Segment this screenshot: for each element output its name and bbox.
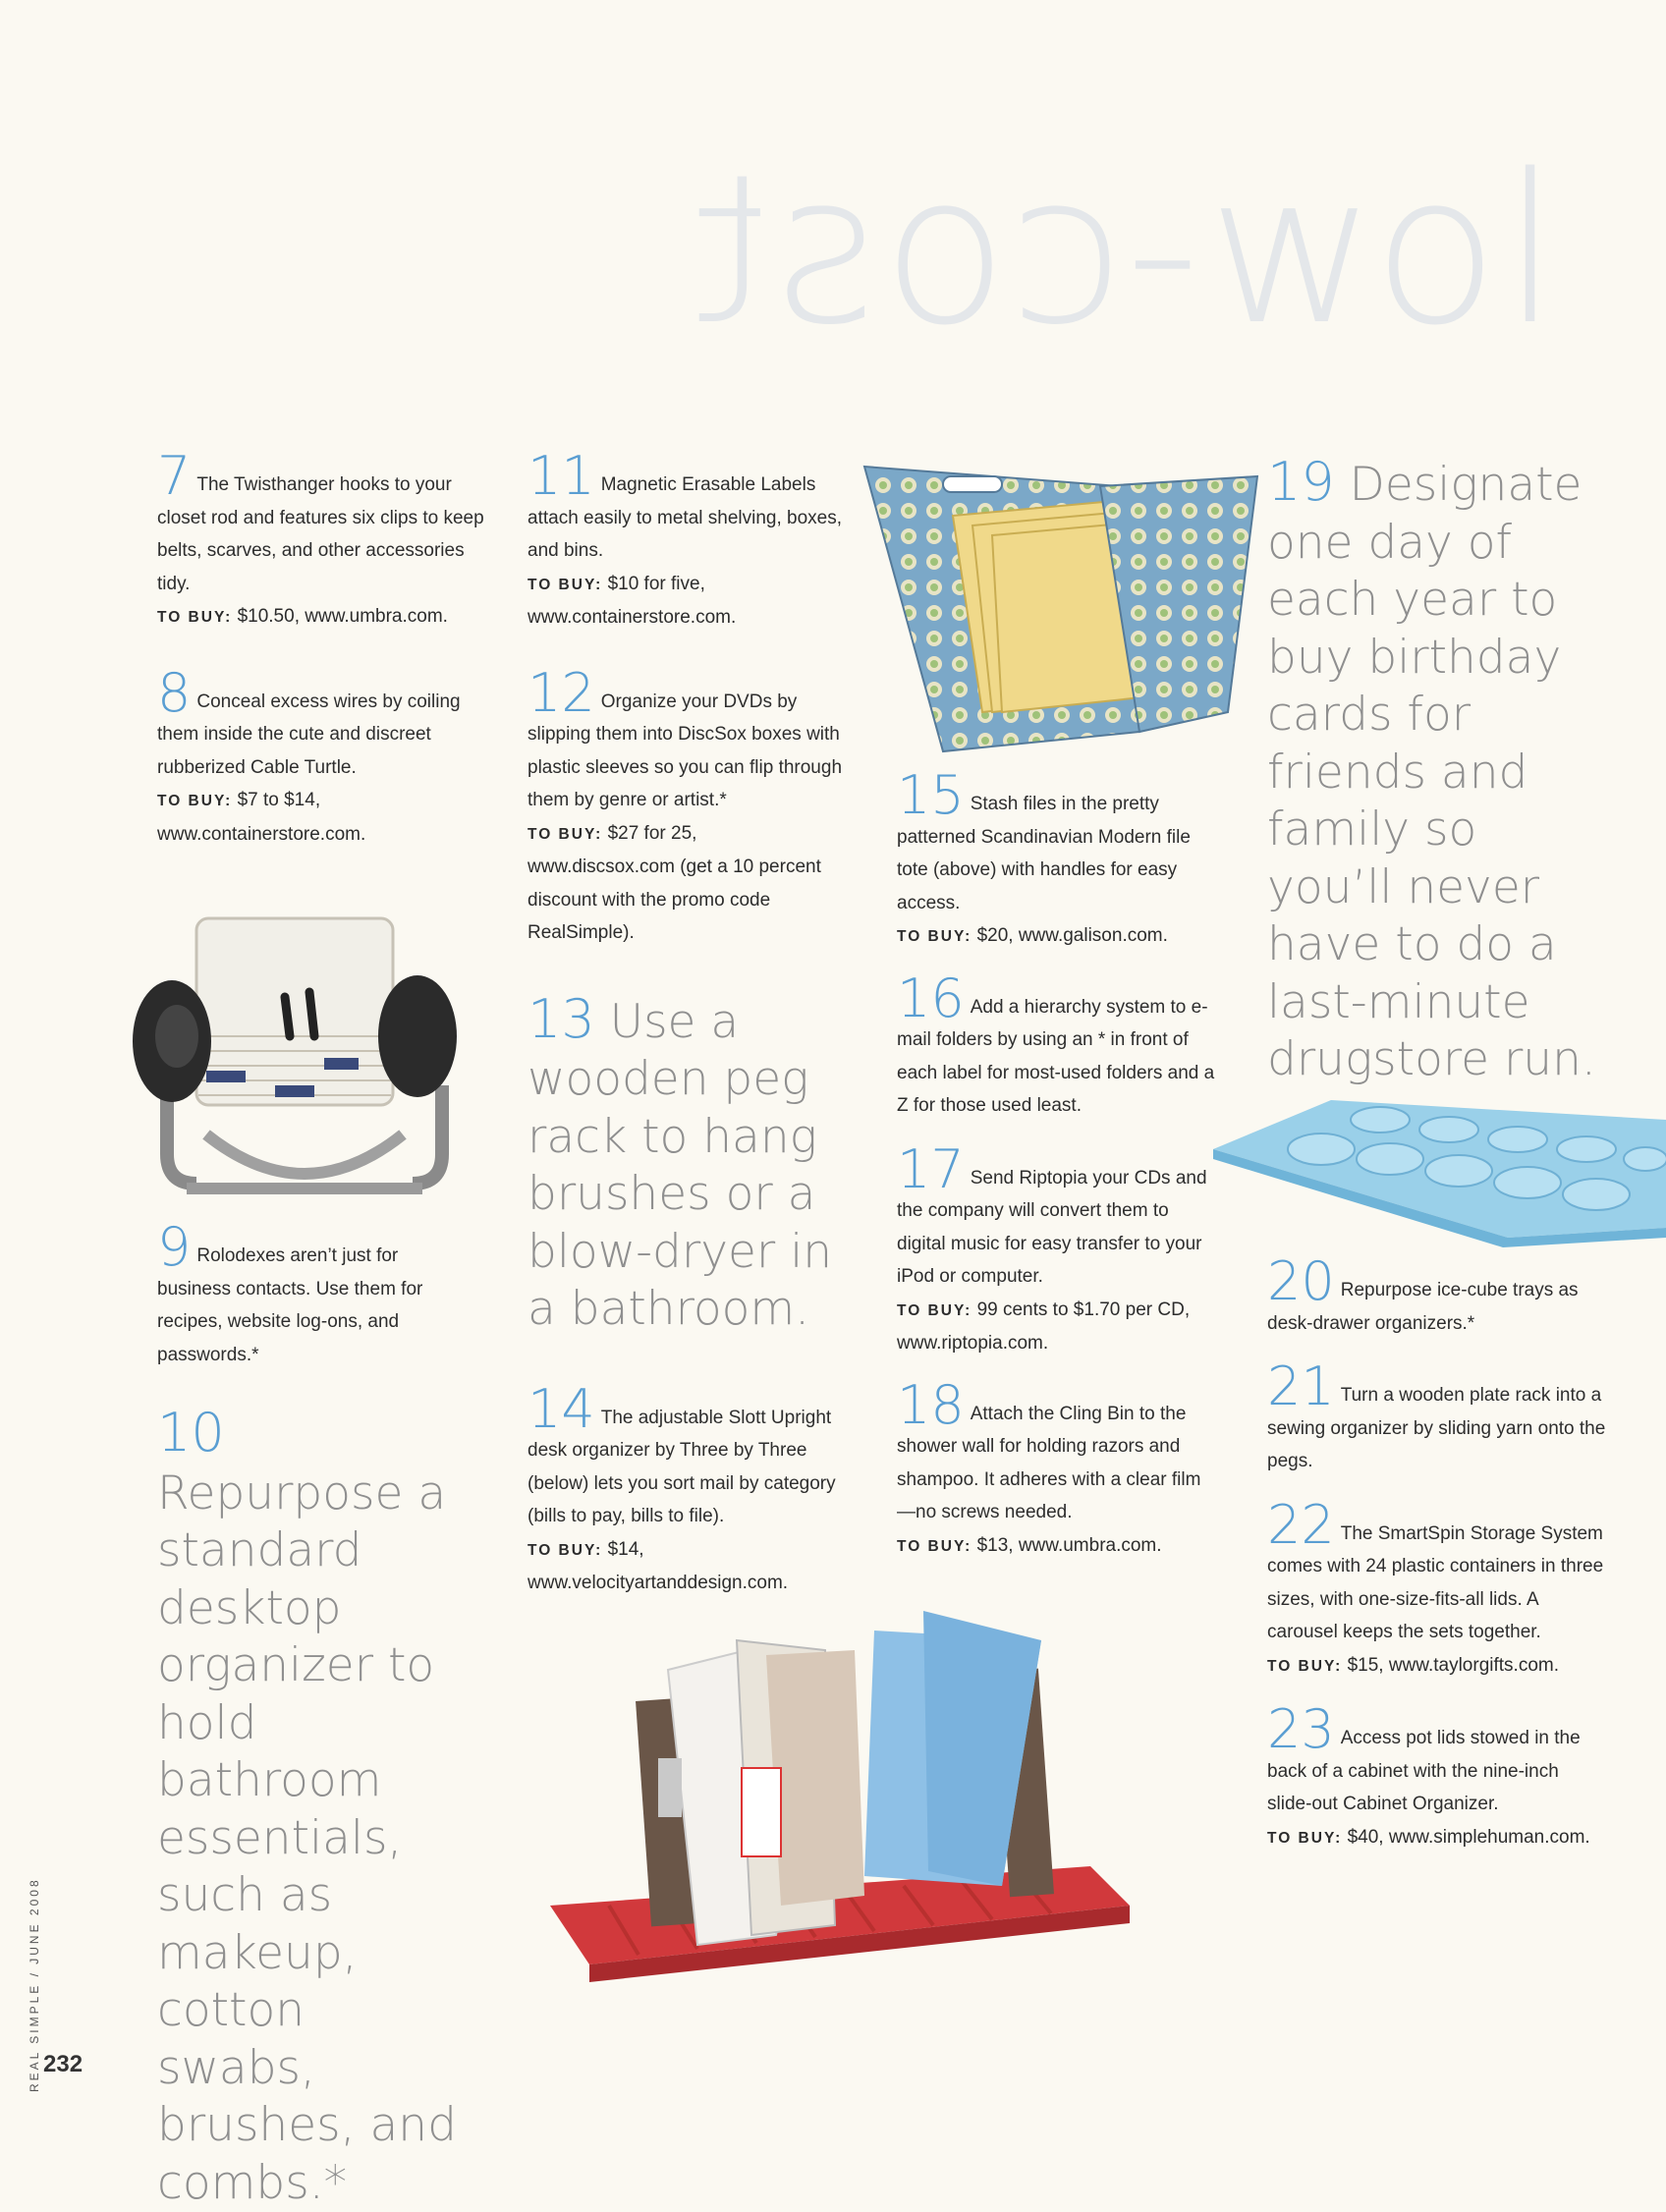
tip-8 [157, 661, 486, 852]
tip-23 [1267, 1698, 1606, 1854]
column-1 [157, 445, 486, 851]
tip-buy [528, 823, 821, 944]
buy-info: 99 cents to $1.70 per CD, www.riptopia.com. [897, 1299, 1191, 1354]
tip-number: 12 [528, 661, 595, 724]
tip-number: 22 [1267, 1493, 1335, 1556]
tip-number: 18 [897, 1373, 965, 1436]
tip-text: Stash files in the pretty patterned Scandinavian Modern file tote (above) with handles for easy access. [897, 794, 1191, 913]
tip-text: Organize your DVDs by slipping them into DiscSox boxes with plastic sleeves so you can flip through them by genre or artist.* [528, 691, 843, 810]
buy-info: $15, www.taylorgifts.com. [1347, 1654, 1559, 1676]
ice-cube-tray-image [1213, 1080, 1666, 1247]
tip-18 [897, 1373, 1216, 1564]
tip-9 [157, 1216, 472, 1371]
tip-buy [897, 1300, 1190, 1355]
tip-text: Use a wooden peg rack to hang brushes or a blow-dryer in a bathroom. [528, 994, 833, 1336]
buy-label: TO BUY: [897, 1537, 972, 1555]
tip-12 [528, 661, 843, 950]
tip-buy [897, 1535, 1162, 1556]
tip-text: Attach the Cling Bin to the shower wall for holding razors and shampoo. It adheres with a clear film—no screws needed. [897, 1403, 1201, 1522]
column-1-lower [157, 1216, 472, 2212]
buy-label: TO BUY: [528, 576, 603, 593]
tip-11 [528, 445, 843, 635]
tip-text: Add a hierarchy system to e-mail folders by using an * in front of each label for most-used folders and a Z for those used least. [897, 996, 1215, 1116]
buy-info: $20, www.galison.com. [976, 925, 1168, 946]
buy-label: TO BUY: [1267, 1829, 1343, 1847]
tip-13 [528, 987, 842, 1339]
tip-text: Designate one day of each year to buy birthday cards for friends and family so you’ll never have to do a last-minute drugstore run. [1267, 458, 1596, 1086]
tip-buy [528, 574, 736, 629]
tip-text: Repurpose a standard desktop organizer to hold bathroom essentials, such as makeup, cotton swabs, brushes, and combs.* [157, 1465, 457, 2210]
tip-7 [157, 445, 486, 635]
tip-17 [897, 1137, 1216, 1360]
tip-number: 23 [1267, 1698, 1335, 1760]
tip-number: 10 [157, 1402, 225, 1464]
buy-info: $10 for five, www.containerstore.com. [528, 573, 737, 628]
tip-22 [1267, 1493, 1606, 1684]
tip-number: 8 [157, 661, 192, 724]
buy-info: $14, www.velocityartanddesign.com. [528, 1538, 789, 1593]
page-number: 232 [43, 2051, 83, 2077]
tip-text: The SmartSpin Storage System comes with 24 plastic containers in three sizes, with one-size-fits-all lids. A carousel keeps the sets together. [1267, 1522, 1604, 1642]
column-3 [897, 764, 1216, 1563]
tip-10 [157, 1402, 472, 2212]
tip-buy [897, 925, 1168, 946]
tip-15 [897, 764, 1216, 954]
tip-number: 13 [528, 987, 595, 1050]
tip-20 [1267, 1250, 1606, 1340]
tip-text: Access pot lids stowed in the back of a cabinet with the nine-inch slide-out Cabinet Organizer. [1267, 1728, 1581, 1814]
tip-buy [1267, 1655, 1559, 1676]
tip-number: 15 [897, 764, 965, 826]
buy-label: TO BUY: [157, 793, 233, 809]
column-4-lower [1267, 1250, 1606, 1854]
buy-info: $10.50, www.umbra.com. [237, 606, 448, 627]
tip-number: 14 [528, 1377, 595, 1440]
tip-number: 7 [157, 445, 192, 507]
tip-text: Turn a wooden plate rack into a sewing organizer by sliding yarn onto the pegs. [1267, 1385, 1606, 1471]
column-4 [1267, 451, 1601, 1089]
tip-buy [528, 1539, 788, 1594]
tip-14 [528, 1377, 842, 1600]
tip-text: The Twisthanger hooks to your closet rod and features six clips to keep belts, scarves, and other accessories tidy. [157, 474, 484, 594]
tip-19 [1267, 451, 1601, 1089]
buy-label: TO BUY: [157, 609, 233, 626]
tip-number: 21 [1267, 1355, 1335, 1417]
buy-label: TO BUY: [528, 1541, 603, 1559]
buy-info: $7 to $14, www.containerstore.com. [157, 790, 366, 845]
buy-label: TO BUY: [897, 1301, 972, 1319]
buy-info: $27 for 25, www.discsox.com (get a 10 percent discount with the promo code RealSimple). [528, 822, 821, 943]
tip-text: The adjustable Slott Upright desk organizer by Three by Three (below) lets you sort mail by category (bills to pay, bills to file). [528, 1407, 836, 1526]
buy-label: TO BUY: [897, 928, 972, 945]
tip-buy [1267, 1827, 1590, 1848]
file-tote-image [845, 447, 1267, 761]
tip-16 [897, 967, 1216, 1123]
buy-info: $13, www.umbra.com. [976, 1534, 1162, 1556]
tip-number: 20 [1267, 1250, 1335, 1312]
tip-21 [1267, 1355, 1606, 1478]
tip-text: Send Riptopia your CDs and the company will convert them to digital music for easy transfer to your iPod or computer. [897, 1167, 1207, 1287]
tip-number: 19 [1267, 451, 1335, 513]
magazine-folio: REAL SIMPLE / JUNE 2008 [28, 1877, 41, 2092]
tip-text: Magnetic Erasable Labels attach easily to metal shelving, boxes, and bins. [528, 474, 843, 561]
tip-number: 17 [897, 1137, 965, 1200]
buy-label: TO BUY: [1267, 1657, 1343, 1675]
column-2 [528, 445, 843, 1600]
desk-organizer-image [540, 1611, 1169, 2004]
rolodex-image [128, 889, 481, 1213]
tip-buy [157, 790, 365, 845]
tip-text: Repurpose ice-cube trays as desk-drawer organizers.* [1267, 1280, 1579, 1334]
tip-number: 9 [157, 1216, 192, 1278]
tip-text: Conceal excess wires by coiling them inside the cute and discreet rubberized Cable Turtle. [157, 691, 461, 778]
tip-buy [157, 606, 448, 627]
buy-label: TO BUY: [528, 825, 603, 843]
background-headline: low-cost [688, 130, 1559, 370]
tip-number: 11 [528, 445, 595, 507]
buy-info: $40, www.simplehuman.com. [1347, 1826, 1590, 1848]
tip-text: Rolodexes aren’t just for business contacts. Use them for recipes, website log-ons, and passwords.* [157, 1245, 423, 1365]
tip-number: 16 [897, 967, 965, 1029]
